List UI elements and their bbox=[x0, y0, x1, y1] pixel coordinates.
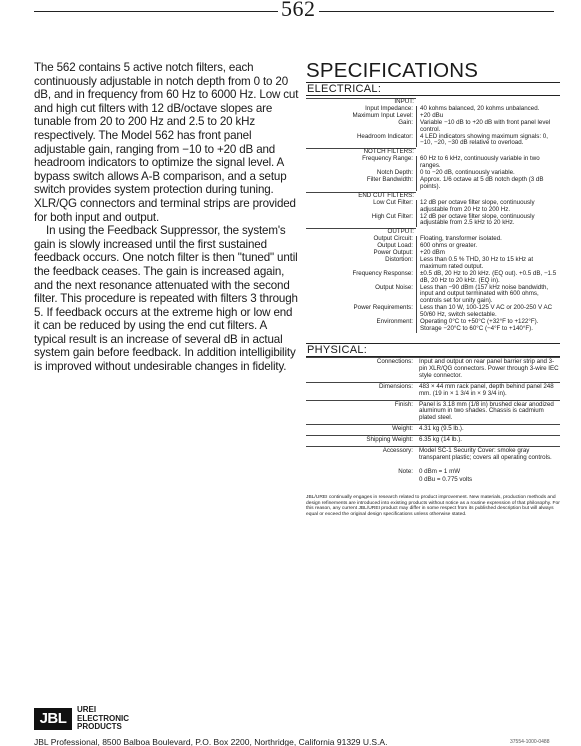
intro-paragraph: The 562 contains 5 active notch filters, each continuously adjustable in notch depth from 0 to 20 dB, and in frequency from 60 Hz to 6000 Hz. Low cut and high cut filters with 12 dB/octave slopes are tunable from 20 to 200 Hz and 2.5 to 20 kHz respectively. The Model 562 has front panel adjustable gain, ranging from −10 to +20 dB and headroom indicators to optimize the signal level. A bypass switch allows A-B comparison, and a setup switch provides system protection during tuning. XLR/QG connectors and terminal strips are provided for both input and output. bbox=[34, 61, 299, 224]
footer-address: JBL Professional, 8500 Balboa Boulevard, P.O. Box 2200, Northridge, California 91329 U.S.A. bbox=[34, 737, 388, 746]
spec-value: Operating 0°C to +50°C (+32°F to +122°F). Storage −20°C to 60°C (−4°F to +140°F). bbox=[416, 319, 560, 333]
spec-value: 6.35 kg (14 lb.). bbox=[419, 436, 462, 444]
spec-row bbox=[306, 214, 560, 228]
spec-label: Notch Depth: bbox=[376, 169, 413, 177]
spec-value: Less than −90 dBm (157 kHz noise bandwidth, input and output terminated with 600 ohms, controls set for unity gain). bbox=[416, 285, 560, 306]
brand-block bbox=[34, 706, 129, 732]
spec-group-heading: OUTPUT: bbox=[306, 228, 416, 236]
specifications-title: SPECIFICATIONS bbox=[306, 59, 479, 82]
spec-label: Low Cut Filter: bbox=[373, 198, 413, 206]
spec-label: Gain: bbox=[398, 118, 413, 126]
spec-label: Weight: bbox=[392, 425, 413, 433]
spec-label: Input Impedance: bbox=[365, 104, 413, 112]
spec-row bbox=[306, 424, 560, 435]
spec-value: 4.31 kg (9.5 lb.). bbox=[419, 425, 464, 433]
spec-value: 12 dB per octave filter slope, continuously adjustable from 20 Hz to 200 Hz. bbox=[416, 200, 560, 214]
units-note bbox=[306, 468, 560, 483]
spec-row bbox=[306, 177, 560, 191]
physical-heading: PHYSICAL: bbox=[306, 343, 560, 357]
spec-label: High Cut Filter: bbox=[371, 212, 413, 220]
electrical-heading: ELECTRICAL: bbox=[306, 82, 560, 96]
spec-value: Approx. 1/6 octave at 5 dB notch depth (3 dB points). bbox=[416, 177, 560, 191]
spec-value: 4 LED indicators showing maximum signals: 0, −10, −20, −30 dB relative to overload. bbox=[416, 134, 560, 148]
spec-value: 40 kohms balanced, 20 kohms unbalanced. bbox=[416, 106, 560, 113]
spec-label: Power Output: bbox=[373, 249, 413, 257]
spec-row bbox=[306, 400, 560, 425]
spec-value: 60 Hz to 6 kHz, continuously variable in two ranges. bbox=[416, 156, 560, 170]
spec-row bbox=[306, 319, 560, 333]
note-line: 0 dBm = 1 mW bbox=[419, 468, 461, 475]
spec-row bbox=[306, 382, 560, 400]
spec-value: Less than 10 W, 100-125 V AC or 200-250 V AC 50/60 Hz, switch selectable. bbox=[416, 305, 560, 319]
spec-row bbox=[306, 156, 560, 170]
spec-label: Accessory: bbox=[382, 447, 413, 455]
spec-label: Distortion: bbox=[385, 255, 413, 263]
spec-value: Model SC-1 Security Cover: smoke gray transparent plastic; covers all operating controls. bbox=[419, 447, 552, 461]
urei-brand-text bbox=[77, 706, 129, 732]
page-number: 562 bbox=[278, 0, 319, 22]
spec-label: Dimensions: bbox=[378, 382, 413, 390]
spec-value: Less than 0.5 % THD, 30 Hz to 15 kHz at maximum rated output. bbox=[416, 257, 560, 271]
spec-value: 12 dB per octave filter slope, continuously adjustable from 2.5 kHz to 20 kHz. bbox=[416, 214, 560, 228]
spec-row bbox=[306, 446, 560, 464]
disclaimer-text: JBL/UREI continually engages in research related to product improvement. New materials, production methods and design refinements are introduced into existing products without notice as a routine expression of that philosophy. For this reason, any current JBL/UREI product may differ in some respect from its published description but will always equal or exceed the original design specifications unless otherwise stated. bbox=[306, 495, 560, 518]
jbl-logo: JBL bbox=[34, 708, 72, 730]
spec-value: +20 dBu bbox=[416, 113, 560, 120]
spec-row bbox=[306, 435, 560, 446]
spec-row bbox=[306, 285, 560, 306]
footer-code: 37554-1000-0488 bbox=[510, 739, 550, 745]
intro-paragraph: In using the Feedback Suppressor, the system's gain is slowly increased until the first sustained feedback occurs. One notch filter is then "tuned" until the feedback ceases. The gain is increased again, and the next resonance attenuated with the second filter. This procedure is repeated with filters 3 through 5. If feedback occurs at the extreme high or low end it can be reduced by using the end cut filters. A typical result is an increase of several dB in actual system gain before feedback. In addition intelligibility is improved without undesirable changes in fidelity. bbox=[34, 224, 298, 374]
spec-group-heading: INPUT: bbox=[306, 98, 416, 106]
spec-row bbox=[306, 271, 560, 285]
spec-row bbox=[306, 134, 560, 148]
spec-label: Power Requirements: bbox=[353, 304, 413, 312]
spec-label: Frequency Range: bbox=[362, 155, 413, 163]
spec-row bbox=[306, 357, 560, 382]
spec-group-heading: NOTCH FILTERS: bbox=[306, 148, 416, 156]
spec-label: Filter Bandwidth: bbox=[366, 175, 413, 183]
spec-label: Maximum Input Level: bbox=[352, 111, 413, 119]
note-line: 0 dBu = 0.775 volts bbox=[419, 475, 473, 483]
spec-label: Output Load: bbox=[377, 242, 413, 250]
spec-label: Connections: bbox=[376, 358, 413, 365]
spec-label: Output Circuit: bbox=[373, 235, 413, 243]
spec-value: 0 to −20 dB, continuously variable. bbox=[416, 170, 560, 177]
note-row bbox=[306, 468, 560, 483]
brand-line: UREI bbox=[77, 705, 97, 714]
spec-value: Floating, transformer isolated. bbox=[416, 236, 560, 243]
spec-label: Frequency Response: bbox=[352, 269, 413, 277]
spec-label: Shipping Weight: bbox=[366, 436, 413, 444]
spec-value: ±0.5 dB, 20 Hz to 20 kHz. (EQ out). +0.5 dB, −1.5 dB, 20 Hz to 20 kHz. (EQ in). bbox=[416, 271, 560, 285]
electrical-spec-table bbox=[306, 97, 560, 333]
spec-label: Headroom Indicator: bbox=[356, 132, 413, 140]
spec-row bbox=[306, 257, 560, 271]
intro-text bbox=[34, 61, 300, 374]
spec-value: 600 ohms or greater. bbox=[416, 243, 560, 250]
spec-row bbox=[306, 120, 560, 134]
spec-value: Variable −10 dB to +20 dB with front panel level control. bbox=[416, 120, 560, 134]
spec-row bbox=[306, 200, 560, 214]
spec-label: Output Noise: bbox=[375, 283, 413, 291]
note-label: Note: bbox=[398, 468, 413, 475]
spec-label: Environment: bbox=[376, 318, 413, 326]
spec-label: Finish: bbox=[394, 400, 413, 408]
spec-value: Panel is 3.18 mm (1/8 in) brushed clear anodized aluminum in two shades. Chassis is cadmium plated steel. bbox=[419, 400, 554, 422]
spec-value: +20 dBm bbox=[416, 250, 560, 257]
physical-spec-table bbox=[306, 357, 560, 464]
spec-value: Input and output on rear panel barrier strip and 3-pin XLR/QG connectors. Power through 3-wire IEC style connector. bbox=[419, 358, 559, 379]
spec-group-heading: END CUT FILTERS: bbox=[306, 192, 416, 200]
brand-line: PRODUCTS bbox=[77, 722, 122, 731]
spec-value: 483 × 44 mm rack panel, depth behind panel 248 mm. (19 in × 1 3/4 in × 9 3/4 in). bbox=[419, 382, 554, 397]
spec-row bbox=[306, 305, 560, 319]
brand-line: ELECTRONIC bbox=[77, 713, 129, 723]
